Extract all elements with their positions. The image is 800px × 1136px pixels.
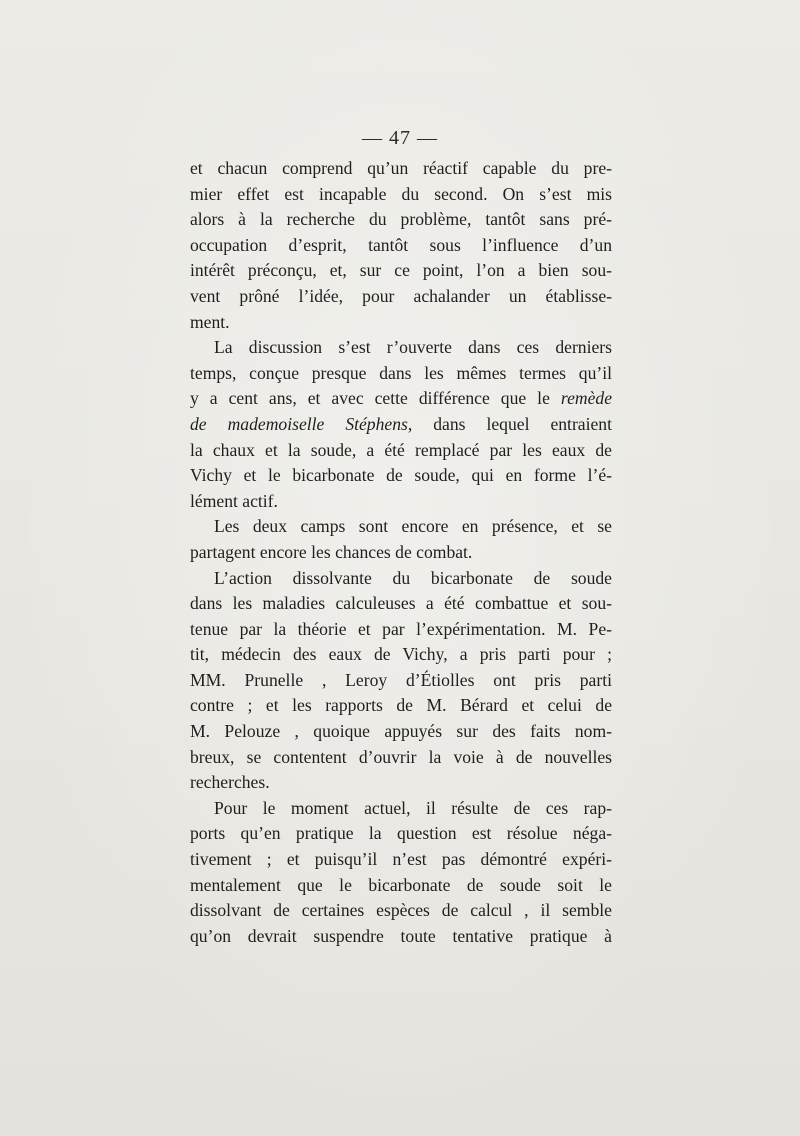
- text-line: la chaux et la soude, a été remplacé par les eaux de: [190, 439, 612, 460]
- text-line: partagent encore les chances de combat.: [190, 541, 473, 562]
- text-line: tenue par la théorie et par l’expérimentation. M. Pe-: [190, 618, 612, 639]
- text-line: intérêt préconçu, et, sur ce point, l’on a bien sou-: [190, 260, 612, 281]
- text-segment: y a cent ans, et avec cette différence que le: [190, 388, 561, 409]
- text-line: lément actif.: [190, 490, 278, 511]
- text-line: M. Pelouze , quoique appuyés sur des faits nom-: [190, 721, 612, 742]
- text-line: temps, conçue presque dans les mêmes termes qu’il: [190, 362, 612, 383]
- text-segment: , dans lequel entraient: [407, 413, 612, 434]
- text-line: ment.: [190, 311, 230, 332]
- text-line: contre ; et les rapports de M. Bérard et celui de: [190, 695, 612, 716]
- text-line: Pour le moment actuel, il résulte de ces rap-: [214, 797, 612, 818]
- text-line: Vichy et le bicarbonate de soude, qui en forme l’é-: [190, 465, 612, 486]
- text-line: breux, se contentent d’ouvrir la voie à de nouvelles: [190, 746, 612, 767]
- italic-term: remède: [560, 388, 612, 409]
- italic-term: de mademoiselle Stéphens: [190, 413, 408, 434]
- text-line: tit, médecin des eaux de Vichy, a pris parti pour ;: [190, 644, 612, 665]
- text-line: dissolvant de certaines espèces de calcul , il semble: [190, 900, 612, 921]
- text-line: tivement ; et puisqu’il n’est pas démontré expéri-: [190, 849, 612, 870]
- page-number: — 47 —: [362, 127, 438, 149]
- text-line: Les deux camps sont encore en présence, et se: [214, 516, 612, 537]
- text-line-with-italic: [190, 412, 612, 438]
- text-line: ports qu’en pratique la question est résolue néga-: [190, 823, 612, 844]
- text-line: MM. Prunelle , Leroy d’Étiolles ont pris parti: [190, 669, 612, 690]
- text-line: La discussion s’est r’ouverte dans ces derniers: [214, 337, 612, 358]
- text-line: vent prôné l’idée, pour achalander un établisse-: [190, 285, 612, 306]
- text-line: occupation d’esprit, tantôt sous l’influence d’un: [190, 234, 612, 255]
- text-line: recherches.: [190, 772, 270, 793]
- text-line: qu’on devrait suspendre toute tentative pratique à: [190, 925, 612, 946]
- body-text: [190, 156, 612, 949]
- text-line: mier effet est incapable du second. On s’est mis: [190, 183, 612, 204]
- text-line: dans les maladies calculeuses a été combattue et sou-: [190, 593, 612, 614]
- text-line: mentalement que le bicarbonate de soude soit le: [190, 874, 612, 895]
- text-line-with-italic: [190, 386, 612, 412]
- text-line: et chacun comprend qu’un réactif capable du pre-: [190, 158, 612, 178]
- text-line: alors à la recherche du problème, tantôt sans pré-: [190, 209, 612, 230]
- text-line: L’action dissolvante du bicarbonate de soude: [214, 567, 612, 588]
